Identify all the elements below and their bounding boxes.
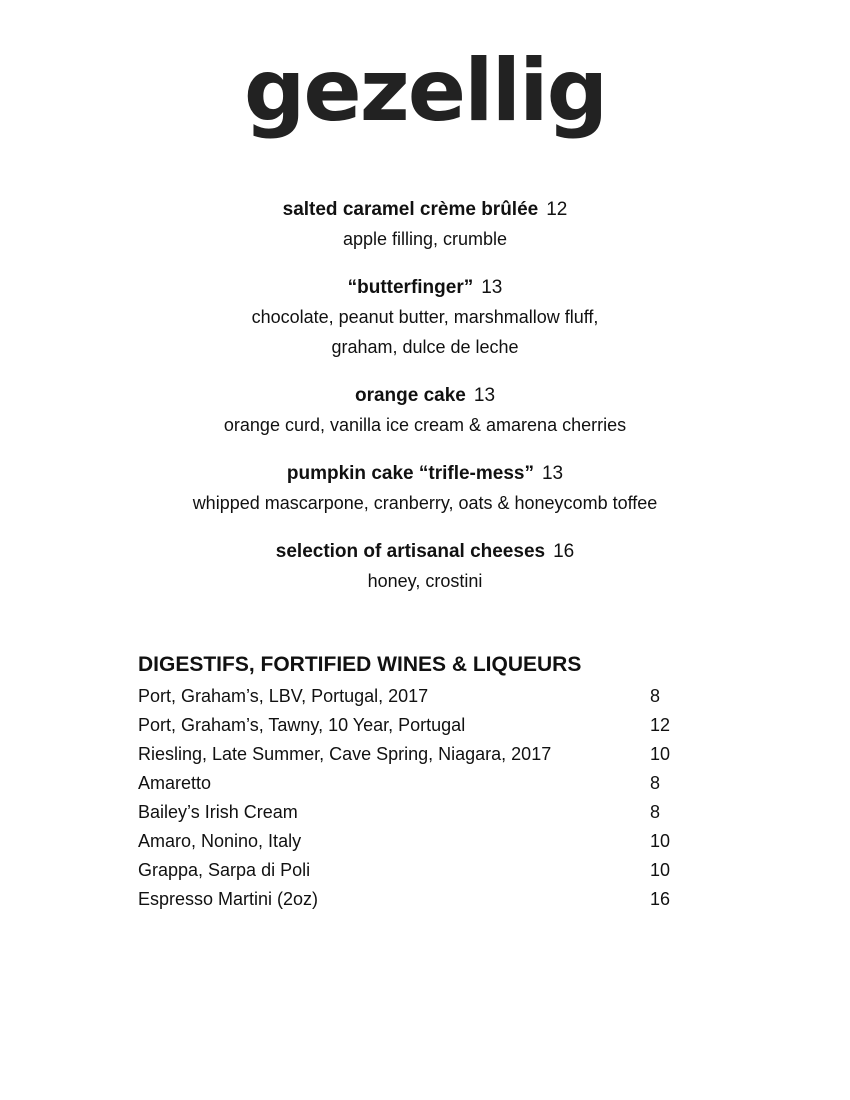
drink-name: Amaro, Nonino, Italy [138, 831, 302, 851]
drink-price: 10 [650, 831, 671, 851]
section-heading: DIGESTIFS, FORTIFIED WINES & LIQUEURS [138, 653, 582, 676]
dessert-name: selection of artisanal cheeses [275, 541, 546, 562]
dessert-description: honey, crostini [367, 571, 483, 591]
dessert-item [0, 382, 850, 440]
dessert-price: 13 [473, 385, 496, 406]
dessert-price: 13 [541, 463, 564, 484]
dessert-price: 12 [546, 199, 568, 220]
drink-price: 10 [650, 860, 671, 880]
drink-name: Amaretto [138, 773, 212, 793]
drink-price: 8 [650, 802, 661, 822]
dessert-name: orange cake [354, 385, 466, 406]
drink-price: 12 [650, 715, 671, 735]
dessert-price: 16 [553, 541, 575, 562]
dessert-description: apple filling, crumble [342, 229, 508, 249]
drink-row [138, 682, 698, 711]
dessert-name: “butterfinger” [347, 277, 474, 298]
drink-name: Riesling, Late Summer, Cave Spring, Niagara, 2017 [138, 744, 552, 764]
dessert-item [0, 196, 850, 254]
drink-name: Bailey’s Irish Cream [138, 802, 298, 822]
drink-row [138, 827, 698, 856]
drink-price: 16 [650, 889, 671, 909]
dessert-item [0, 538, 850, 596]
drink-row [138, 740, 698, 769]
logo: gezellig [243, 41, 607, 141]
dessert-item [0, 460, 850, 518]
drink-row [138, 769, 698, 798]
dessert-description: chocolate, peanut butter, marshmallow fluff, [251, 307, 599, 327]
dessert-description: graham, dulce de leche [331, 337, 519, 357]
digestifs-section [138, 650, 698, 914]
dessert-name: pumpkin cake “trifle-mess” [286, 463, 534, 484]
dessert-description: orange curd, vanilla ice cream & amarena cherries [223, 415, 627, 435]
drink-price: 10 [650, 744, 671, 764]
drink-name: Port, Graham’s, LBV, Portugal, 2017 [138, 686, 429, 706]
drink-row [138, 885, 698, 914]
drink-row [138, 856, 698, 885]
dessert-description: whipped mascarpone, cranberry, oats & honeycomb toffee [192, 493, 658, 513]
drink-name: Espresso Martini (2oz) [138, 889, 319, 909]
dessert-price: 13 [481, 277, 503, 298]
drink-name: Grappa, Sarpa di Poli [138, 860, 311, 880]
drink-price: 8 [650, 773, 661, 793]
dessert-item [0, 274, 850, 362]
dessert-name: salted caramel crème brûlée [282, 199, 539, 220]
drink-name: Port, Graham’s, Tawny, 10 Year, Portugal [138, 715, 466, 735]
drink-row [138, 798, 698, 827]
drink-row [138, 711, 698, 740]
drink-price: 8 [650, 686, 661, 706]
dessert-menu [0, 196, 850, 616]
